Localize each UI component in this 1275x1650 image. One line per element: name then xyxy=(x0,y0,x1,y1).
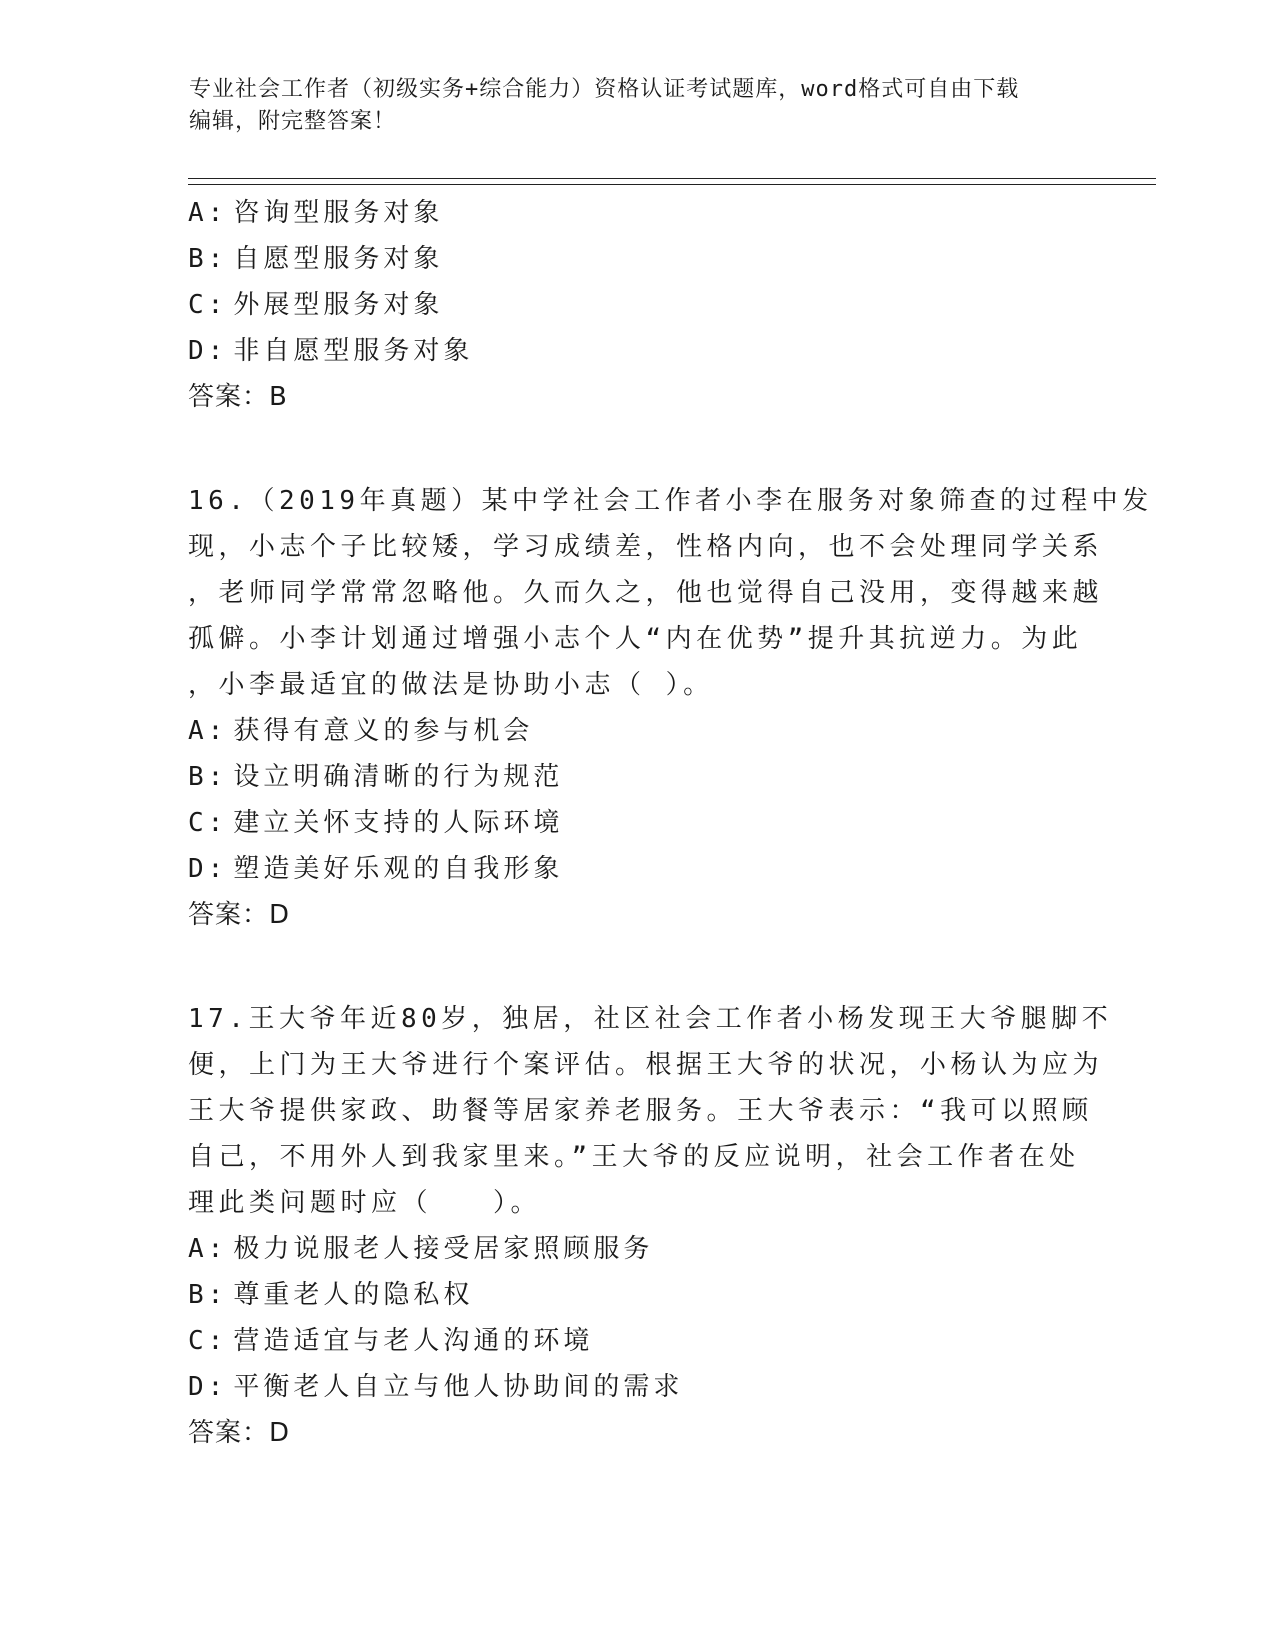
question-text-line: 王大爷提供家政、助餐等居家养老服务。王大爷表示：“我可以照顾 xyxy=(188,1096,1093,1126)
spacer xyxy=(188,420,1088,478)
option-text: 获得有意义的参与机会 xyxy=(233,716,534,746)
document-header xyxy=(189,74,1089,138)
option-c xyxy=(188,1318,1088,1364)
answer-line: 答案：D xyxy=(188,900,291,930)
option-letter: B: xyxy=(188,1280,228,1310)
option-d xyxy=(188,846,1088,892)
option-d xyxy=(188,1364,1088,1410)
option-letter: B: xyxy=(188,244,228,274)
option-letter: D: xyxy=(188,854,228,884)
question-text-line: 现，小志个子比较矮，学习成绩差，性格内向，也不会处理同学关系 xyxy=(188,532,1104,562)
header-divider-top xyxy=(188,178,1156,179)
option-letter: B: xyxy=(188,762,228,792)
question-text-line: 理此类问题时应（ ）。 xyxy=(188,1188,542,1218)
option-letter: C: xyxy=(188,1326,228,1356)
question-text-line: ，老师同学常常忽略他。久而久之，他也觉得自己没用，变得越来越 xyxy=(188,578,1104,608)
option-text: 尊重老人的隐私权 xyxy=(233,1280,474,1310)
option-text: 非自愿型服务对象 xyxy=(233,336,474,366)
question-text-line: 16.（2019年真题）某中学社会工作者小李在服务对象筛查的过程中发 xyxy=(188,486,1153,516)
option-letter: C: xyxy=(188,290,228,320)
option-text: 自愿型服务对象 xyxy=(233,244,444,274)
option-c xyxy=(188,800,1088,846)
question-text-line: ，小李最适宜的做法是协助小志（ ）。 xyxy=(188,670,714,700)
question-16 xyxy=(188,478,1153,938)
option-text: 平衡老人自立与他人协助间的需求 xyxy=(233,1372,684,1402)
question-text-line: 孤僻。小李计划通过增强小志个人“内在优势”提升其抗逆力。为此 xyxy=(188,624,1083,654)
option-a xyxy=(188,1226,1088,1272)
option-text: 极力说服老人接受居家照顾服务 xyxy=(233,1234,654,1264)
header-divider-bottom xyxy=(188,184,1156,185)
option-text: 建立关怀支持的人际环境 xyxy=(233,808,564,838)
question-text-line: 自己，不用外人到我家里来。”王大爷的反应说明，社会工作者在处 xyxy=(188,1142,1080,1172)
question-text-line: 17.王大爷年近80岁，独居，社区社会工作者小杨发现王大爷腿脚不 xyxy=(188,1004,1113,1034)
spacer xyxy=(188,938,1088,996)
option-text: 塑造美好乐观的自我形象 xyxy=(233,854,564,884)
option-c xyxy=(188,282,1088,328)
option-letter: C: xyxy=(188,808,228,838)
option-b xyxy=(188,754,1088,800)
document-body xyxy=(188,190,1153,1456)
option-a xyxy=(188,708,1088,754)
option-letter: D: xyxy=(188,1372,228,1402)
answer-line: 答案：D xyxy=(188,1418,291,1448)
option-text: 咨询型服务对象 xyxy=(233,198,444,228)
header-line-2: 编辑，附完整答案！ xyxy=(189,109,397,134)
option-text: 营造适宜与老人沟通的环境 xyxy=(233,1326,594,1356)
question-17 xyxy=(188,996,1113,1456)
question-15-options xyxy=(188,190,1088,420)
option-b xyxy=(188,1272,1088,1318)
option-letter: A: xyxy=(188,716,228,746)
option-letter: A: xyxy=(188,1234,228,1264)
option-letter: D: xyxy=(188,336,228,366)
option-d xyxy=(188,328,1088,374)
option-b xyxy=(188,236,1088,282)
option-a xyxy=(188,190,1088,236)
option-text: 设立明确清晰的行为规范 xyxy=(233,762,564,792)
option-text: 外展型服务对象 xyxy=(233,290,444,320)
question-text-line: 便，上门为王大爷进行个案评估。根据王大爷的状况，小杨认为应为 xyxy=(188,1050,1104,1080)
answer-line: 答案：B xyxy=(188,382,288,412)
option-letter: A: xyxy=(188,198,228,228)
header-line-1: 专业社会工作者（初级实务+综合能力）资格认证考试题库，word格式可自由下载 xyxy=(189,77,1020,102)
